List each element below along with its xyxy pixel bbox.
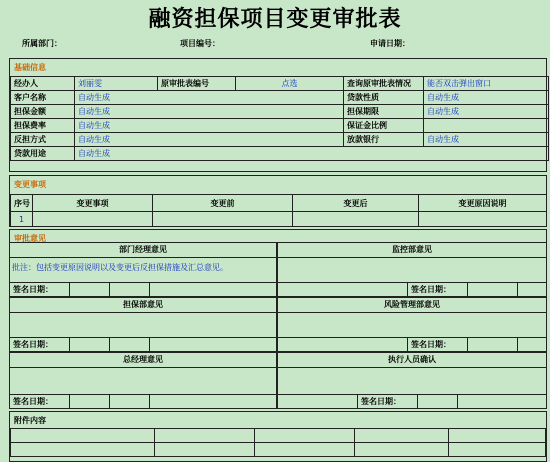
loan-type-value[interactable]: 自动生成: [424, 91, 549, 105]
guar-fee-value[interactable]: 自动生成: [75, 119, 344, 133]
table-row: [11, 212, 547, 227]
guarantee-dept-panel: [9, 297, 277, 352]
query-popup-link[interactable]: 能否双击弹出窗口: [424, 77, 549, 91]
col-header-item: 变更事项: [33, 195, 153, 212]
attachment-cell[interactable]: [355, 429, 449, 443]
row-after[interactable]: [293, 212, 419, 227]
attachment-cell[interactable]: [155, 429, 255, 443]
basic-info-section: [9, 58, 547, 172]
sign-date-field[interactable]: [110, 338, 150, 352]
purpose-value[interactable]: 自动生成: [75, 147, 549, 161]
attachment-cell[interactable]: [355, 443, 449, 457]
attachment-cell[interactable]: [255, 429, 355, 443]
guar-amount-label: 担保金额: [11, 105, 75, 119]
row-no: 1: [11, 212, 33, 227]
sign-date-field[interactable]: [418, 395, 458, 409]
risk-control-title: 监控部意见: [278, 243, 546, 258]
gm-panel: [9, 352, 277, 409]
deposit-value[interactable]: [424, 119, 549, 133]
attachments-title: 附件内容: [14, 416, 46, 425]
attachment-cell[interactable]: [11, 443, 155, 457]
attachments-section: [9, 411, 547, 462]
query-label: 查询原审批表情况: [344, 77, 424, 91]
sign-label: 签名日期：: [10, 338, 70, 352]
attachment-cell[interactable]: [11, 429, 155, 443]
sign-label: 签名日期：: [10, 395, 70, 409]
client-value[interactable]: 自动生成: [75, 91, 344, 105]
col-header-before: 变更前: [153, 195, 293, 212]
sign-date-field[interactable]: [110, 395, 150, 409]
change-header: 变更事项: [14, 180, 46, 189]
bank-value[interactable]: 自动生成: [424, 133, 549, 147]
col-header-after: 变更后: [293, 195, 419, 212]
col-header-no: 序号: [11, 195, 33, 212]
basic-info-table: [10, 76, 549, 161]
apply-date-label: 申请日期：: [370, 39, 410, 48]
risk-mgmt-panel: [277, 297, 547, 352]
guar-amount-value[interactable]: 自动生成: [75, 105, 344, 119]
bank-label: 放款银行: [344, 133, 424, 147]
orig-approval-select[interactable]: 点选: [236, 77, 344, 91]
attachment-cell[interactable]: [449, 443, 546, 457]
attachment-cell[interactable]: [449, 429, 546, 443]
deposit-label: 保证金比例: [344, 119, 424, 133]
opinion-header: 审批意见: [14, 234, 46, 243]
row-reason[interactable]: [419, 212, 547, 227]
orig-approval-label: 原审批表编号: [158, 77, 236, 91]
executive-title: 执行人员确认: [278, 353, 546, 368]
basic-info-header: 基础信息: [14, 63, 46, 72]
attachment-cell[interactable]: [255, 443, 355, 457]
dept-manager-note: 批注：包括变更原因说明以及变更后反担保措施及汇总意见。: [12, 263, 228, 272]
guar-term-label: 担保期限: [344, 105, 424, 119]
sign-label: 签名日期：: [408, 338, 468, 352]
dept-manager-title: 部门经理意见: [10, 243, 276, 258]
attachments-table: [10, 428, 546, 457]
sign-date-field[interactable]: [468, 338, 518, 352]
change-section: [9, 175, 547, 227]
guar-term-value[interactable]: 自动生成: [424, 105, 549, 119]
sign-label: 签名日期：: [10, 283, 70, 297]
handler-value[interactable]: 刘丽雯: [75, 77, 158, 91]
page-title: 融资担保项目变更审批表: [148, 6, 402, 32]
sign-date-field[interactable]: [468, 283, 518, 297]
dept-label: 所属部门：: [22, 39, 62, 48]
handler-label: 经办人: [11, 77, 75, 91]
sign-date-field[interactable]: [110, 283, 150, 297]
client-label: 客户名称: [11, 91, 75, 105]
counter-label: 反担方式: [11, 133, 75, 147]
risk-mgmt-title: 风险管理部意见: [278, 298, 546, 313]
sign-date-field[interactable]: [70, 338, 110, 352]
dept-manager-panel: [9, 242, 277, 297]
guarantee-dept-title: 担保部意见: [10, 298, 276, 313]
gm-title: 总经理意见: [10, 353, 276, 368]
loan-type-label: 贷款性质: [344, 91, 424, 105]
sign-label: 签名日期：: [358, 395, 418, 409]
row-item[interactable]: [33, 212, 153, 227]
attachment-cell[interactable]: [155, 443, 255, 457]
project-no-label: 项目编号：: [180, 39, 220, 48]
executive-panel: [277, 352, 547, 409]
risk-control-panel: [277, 242, 547, 297]
col-header-reason: 变更原因说明: [419, 195, 547, 212]
sign-label: 签名日期：: [408, 283, 468, 297]
sign-date-field[interactable]: [70, 395, 110, 409]
guar-fee-label: 担保费率: [11, 119, 75, 133]
purpose-label: 贷款用途: [11, 147, 75, 161]
change-table: [10, 194, 547, 227]
row-before[interactable]: [153, 212, 293, 227]
sign-date-field[interactable]: [70, 283, 110, 297]
counter-value[interactable]: 自动生成: [75, 133, 344, 147]
